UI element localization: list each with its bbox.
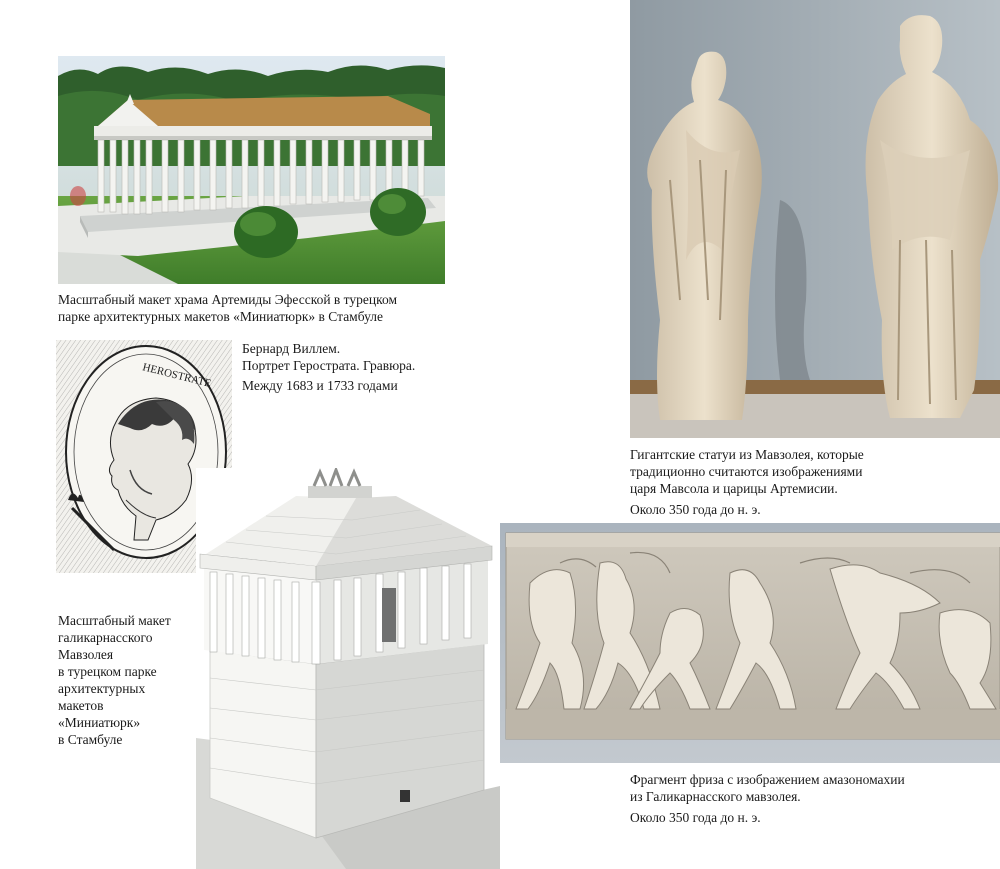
engraving-inscription: HEROSTRATE xyxy=(141,361,213,390)
portrait-caption: Бернард Виллем. Портрет Герострата. Гравюра. Между 1683 и 1733 годами xyxy=(242,341,416,393)
frieze-photo xyxy=(500,523,1000,763)
mausoleum-caption: Масштабный макет галикарнасского Мавзолея в турецком парке архитектурных макетов «Миниатюрк» в Стамбуле xyxy=(58,613,171,747)
temple-photo xyxy=(58,56,445,284)
statues-caption: Гигантские статуи из Мавзолея, которые традиционно считаются изображениями царя Мавсола и царицы Артемисии. Около 350 года до н. э. xyxy=(630,447,864,517)
temple-caption: Масштабный макет храма Артемиды Эфесской в турецком парке архитектурных макетов «Миниатюрк» в Стамбуле xyxy=(58,292,398,324)
statues-photo xyxy=(630,0,1000,438)
frieze-caption: Фрагмент фриза с изображением амазономахии из Галикарнасского мавзолея. Около 350 года до н. э. xyxy=(630,772,905,825)
mausoleum-model-photo xyxy=(196,468,500,869)
